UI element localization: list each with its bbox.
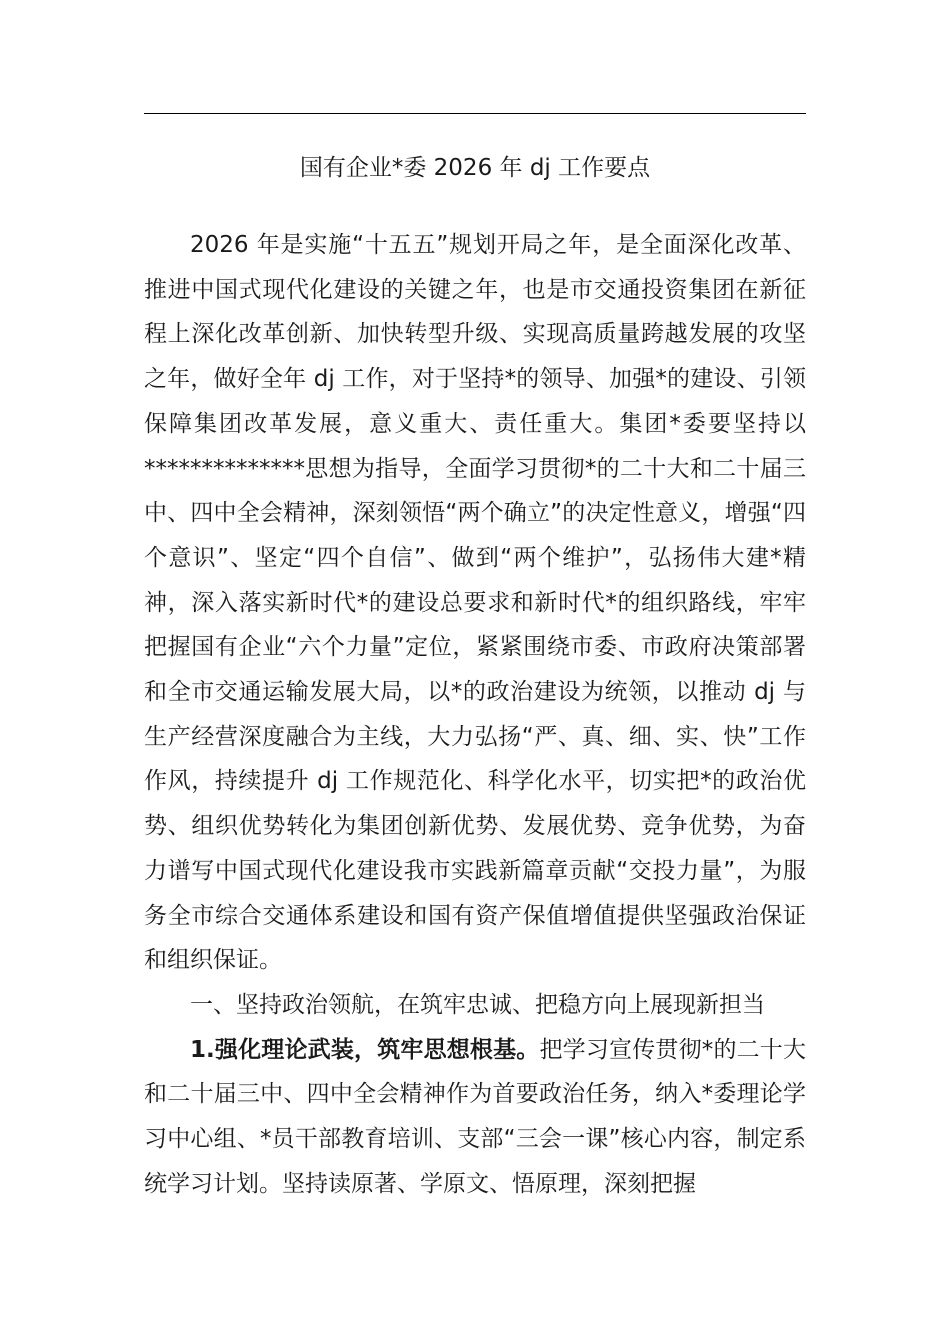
item-1-text: 把学习宣传贯彻*的二十大和二十届三中、四中全会精神作为首要政治任务，纳入*委理论学习中心组、*员干部教育培训、支部“三会一课”核心内容，制定系统学习计划。坚持读原著、学原文、悟原理，深刻把握 <box>144 1036 806 1197</box>
document-title: 国有企业*委 2026 年 dj 工作要点 <box>299 155 651 181</box>
section-1-heading: 一、坚持政治领航，在筑牢忠诚、把稳方向上展现新担当 <box>190 991 765 1018</box>
header-rule <box>144 113 806 114</box>
intro-paragraph: 2026 年是实施“十五五”规划开局之年，是全面深化改革、推进中国式现代化建设的关键之年，也是市交通投资集团在新征程上深化改革创新、加快转型升级、实现高质量跨越发展的攻坚之年，做好全年 dj 工作，对于坚持*的领导、加强*的建设、引领保障集团改革发展，意义重大、责任重大。集团*委要坚持以**************思想为指导，全面学习贯彻*的二十大和二十届三中、四中全会精神，深刻领悟“两个确立”的决定性意义，增强“四个意识”、坚定“四个自信”、做到“两个维护”，弘扬伟大建*精神，深入落实新时代*的建设总要求和新时代*的组织路线，牢牢把握国有企业“六个力量”定位，紧紧围绕市委、市政府决策部署和全市交通运输发展大局，以*的政治建设为统领，以推动 dj 与生产经营深度融合为主线，大力弘扬“严、真、细、实、快”工作作风，持续提升 dj 工作规范化、科学化水平，切实把*的政治优势、组织优势转化为集团创新优势、发展优势、竞争优势，为奋力谱写中国式现代化建设我市实践新篇章贡献“交投力量”，为服务全市综合交通体系建设和国有资产保值增值提供坚强政治保证和组织保证。 <box>144 232 806 974</box>
item-1-paragraph <box>144 1028 806 1207</box>
item-1-lead: 1.强化理论武装，筑牢思想根基。 <box>190 1036 540 1063</box>
document-body <box>144 223 806 1206</box>
